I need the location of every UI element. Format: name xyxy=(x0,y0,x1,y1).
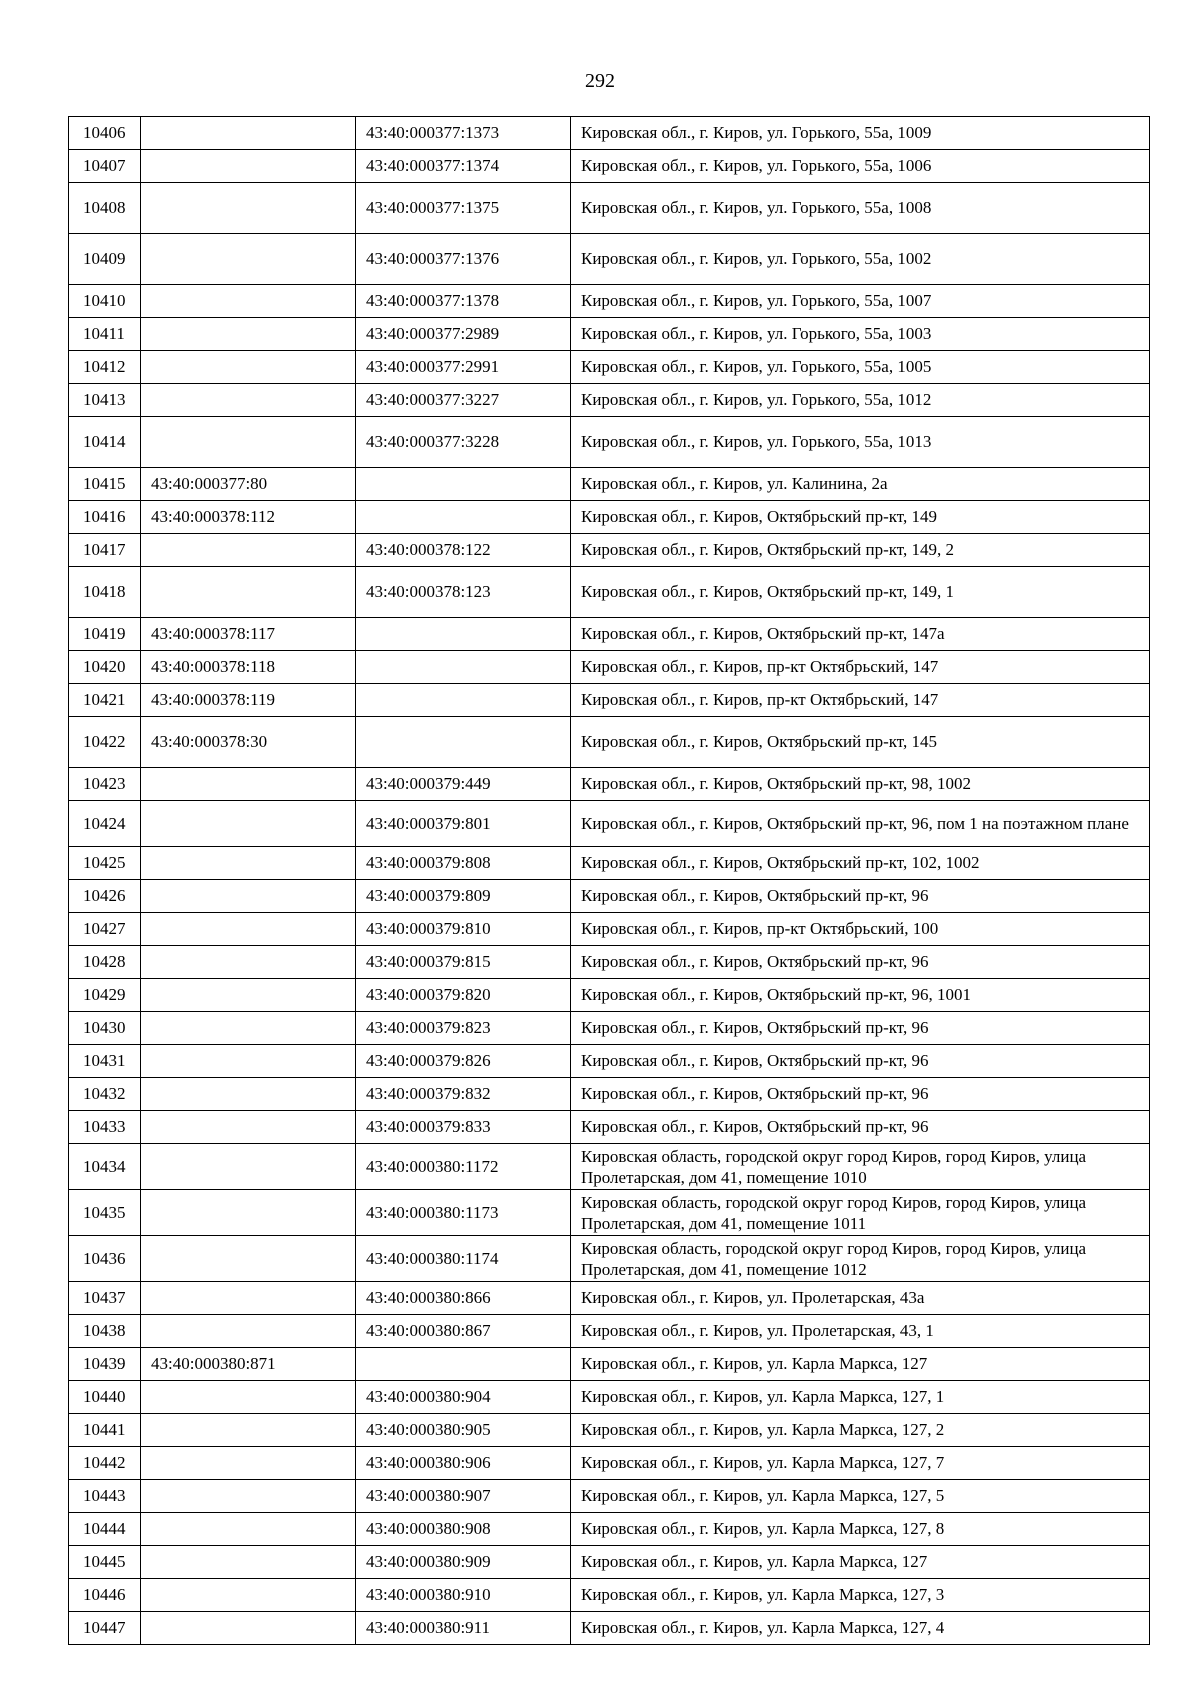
table-row xyxy=(69,417,1150,468)
address-cell: Кировская обл., г. Киров, пр-кт Октябрьский, 147 xyxy=(571,651,1150,684)
land-cadastral-number-cell xyxy=(141,351,356,384)
land-cadastral-number-cell xyxy=(141,946,356,979)
table-row xyxy=(69,979,1150,1012)
object-cadastral-number-cell: 43:40:000378:122 xyxy=(356,534,571,567)
object-cadastral-number-cell: 43:40:000377:3227 xyxy=(356,384,571,417)
row-number-cell: 10428 xyxy=(69,946,141,979)
land-cadastral-number-cell xyxy=(141,1381,356,1414)
row-number-cell: 10443 xyxy=(69,1480,141,1513)
object-cadastral-number-cell xyxy=(356,1348,571,1381)
object-cadastral-number-cell xyxy=(356,684,571,717)
land-cadastral-number-cell xyxy=(141,234,356,285)
object-cadastral-number-cell: 43:40:000379:832 xyxy=(356,1078,571,1111)
address-cell: Кировская обл., г. Киров, Октябрьский пр-кт, 145 xyxy=(571,717,1150,768)
object-cadastral-number-cell: 43:40:000379:808 xyxy=(356,847,571,880)
table-row xyxy=(69,801,1150,847)
table-row xyxy=(69,285,1150,318)
table-row xyxy=(69,946,1150,979)
row-number-cell: 10409 xyxy=(69,234,141,285)
table-row xyxy=(69,651,1150,684)
object-cadastral-number-cell: 43:40:000380:867 xyxy=(356,1315,571,1348)
table-row xyxy=(69,1282,1150,1315)
registry-table xyxy=(68,116,1150,1645)
land-cadastral-number-cell xyxy=(141,1111,356,1144)
object-cadastral-number-cell: 43:40:000380:908 xyxy=(356,1513,571,1546)
row-number-cell: 10411 xyxy=(69,318,141,351)
address-cell: Кировская обл., г. Киров, ул. Горького, 55а, 1013 xyxy=(571,417,1150,468)
address-cell: Кировская обл., г. Киров, ул. Карла Маркса, 127 xyxy=(571,1348,1150,1381)
table-row xyxy=(69,117,1150,150)
address-cell: Кировская обл., г. Киров, ул. Карла Маркса, 127, 5 xyxy=(571,1480,1150,1513)
row-number-cell: 10435 xyxy=(69,1190,141,1236)
address-cell: Кировская обл., г. Киров, Октябрьский пр-кт, 96 xyxy=(571,1078,1150,1111)
row-number-cell: 10444 xyxy=(69,1513,141,1546)
row-number-cell: 10426 xyxy=(69,880,141,913)
table-row xyxy=(69,1078,1150,1111)
object-cadastral-number-cell: 43:40:000377:1374 xyxy=(356,150,571,183)
table-row xyxy=(69,1045,1150,1078)
object-cadastral-number-cell: 43:40:000380:1173 xyxy=(356,1190,571,1236)
table-row xyxy=(69,1381,1150,1414)
object-cadastral-number-cell: 43:40:000379:449 xyxy=(356,768,571,801)
row-number-cell: 10427 xyxy=(69,913,141,946)
table-row xyxy=(69,1579,1150,1612)
address-cell: Кировская обл., г. Киров, ул. Горького, 55а, 1012 xyxy=(571,384,1150,417)
land-cadastral-number-cell xyxy=(141,1190,356,1236)
row-number-cell: 10447 xyxy=(69,1612,141,1645)
land-cadastral-number-cell xyxy=(141,1513,356,1546)
address-cell: Кировская обл., г. Киров, Октябрьский пр-кт, 96 xyxy=(571,1111,1150,1144)
object-cadastral-number-cell: 43:40:000380:911 xyxy=(356,1612,571,1645)
row-number-cell: 10445 xyxy=(69,1546,141,1579)
address-cell: Кировская обл., г. Киров, Октябрьский пр-кт, 147а xyxy=(571,618,1150,651)
object-cadastral-number-cell: 43:40:000378:123 xyxy=(356,567,571,618)
land-cadastral-number-cell xyxy=(141,1078,356,1111)
land-cadastral-number-cell xyxy=(141,1144,356,1190)
table-row xyxy=(69,468,1150,501)
table-row xyxy=(69,1546,1150,1579)
object-cadastral-number-cell: 43:40:000380:909 xyxy=(356,1546,571,1579)
object-cadastral-number-cell: 43:40:000379:801 xyxy=(356,801,571,847)
row-number-cell: 10438 xyxy=(69,1315,141,1348)
object-cadastral-number-cell xyxy=(356,651,571,684)
table-row xyxy=(69,318,1150,351)
land-cadastral-number-cell xyxy=(141,285,356,318)
row-number-cell: 10415 xyxy=(69,468,141,501)
object-cadastral-number-cell: 43:40:000379:833 xyxy=(356,1111,571,1144)
land-cadastral-number-cell xyxy=(141,384,356,417)
object-cadastral-number-cell: 43:40:000377:1376 xyxy=(356,234,571,285)
land-cadastral-number-cell: 43:40:000377:80 xyxy=(141,468,356,501)
address-cell: Кировская обл., г. Киров, ул. Горького, 55а, 1003 xyxy=(571,318,1150,351)
row-number-cell: 10446 xyxy=(69,1579,141,1612)
object-cadastral-number-cell: 43:40:000379:820 xyxy=(356,979,571,1012)
row-number-cell: 10419 xyxy=(69,618,141,651)
row-number-cell: 10423 xyxy=(69,768,141,801)
address-cell: Кировская обл., г. Киров, Октябрьский пр-кт, 98, 1002 xyxy=(571,768,1150,801)
object-cadastral-number-cell: 43:40:000377:1373 xyxy=(356,117,571,150)
object-cadastral-number-cell: 43:40:000380:904 xyxy=(356,1381,571,1414)
address-cell: Кировская область, городской округ город Киров, город Киров, улица Пролетарская, дом 41, помещение 1012 xyxy=(571,1236,1150,1282)
land-cadastral-number-cell xyxy=(141,1480,356,1513)
object-cadastral-number-cell: 43:40:000380:910 xyxy=(356,1579,571,1612)
address-cell: Кировская обл., г. Киров, ул. Карла Маркса, 127, 8 xyxy=(571,1513,1150,1546)
table-row xyxy=(69,1315,1150,1348)
address-cell: Кировская обл., г. Киров, ул. Карла Маркса, 127 xyxy=(571,1546,1150,1579)
row-number-cell: 10436 xyxy=(69,1236,141,1282)
row-number-cell: 10434 xyxy=(69,1144,141,1190)
table-row xyxy=(69,1480,1150,1513)
land-cadastral-number-cell xyxy=(141,150,356,183)
land-cadastral-number-cell xyxy=(141,1315,356,1348)
land-cadastral-number-cell xyxy=(141,567,356,618)
land-cadastral-number-cell xyxy=(141,1612,356,1645)
address-cell: Кировская обл., г. Киров, ул. Карла Маркса, 127, 3 xyxy=(571,1579,1150,1612)
address-cell: Кировская обл., г. Киров, Октябрьский пр-кт, 149, 1 xyxy=(571,567,1150,618)
address-cell: Кировская обл., г. Киров, Октябрьский пр-кт, 149, 2 xyxy=(571,534,1150,567)
address-cell: Кировская обл., г. Киров, ул. Горького, 55а, 1008 xyxy=(571,183,1150,234)
table-row xyxy=(69,1447,1150,1480)
row-number-cell: 10422 xyxy=(69,717,141,768)
address-cell: Кировская обл., г. Киров, Октябрьский пр-кт, 149 xyxy=(571,501,1150,534)
address-cell: Кировская обл., г. Киров, ул. Карла Маркса, 127, 1 xyxy=(571,1381,1150,1414)
table-row xyxy=(69,717,1150,768)
land-cadastral-number-cell xyxy=(141,1282,356,1315)
table-row xyxy=(69,1236,1150,1282)
object-cadastral-number-cell xyxy=(356,717,571,768)
row-number-cell: 10407 xyxy=(69,150,141,183)
row-number-cell: 10437 xyxy=(69,1282,141,1315)
object-cadastral-number-cell: 43:40:000379:810 xyxy=(356,913,571,946)
row-number-cell: 10410 xyxy=(69,285,141,318)
address-cell: Кировская область, городской округ город Киров, город Киров, улица Пролетарская, дом 41, помещение 1010 xyxy=(571,1144,1150,1190)
address-cell: Кировская обл., г. Киров, Октябрьский пр-кт, 96 xyxy=(571,1012,1150,1045)
land-cadastral-number-cell: 43:40:000380:871 xyxy=(141,1348,356,1381)
object-cadastral-number-cell: 43:40:000379:815 xyxy=(356,946,571,979)
table-row xyxy=(69,150,1150,183)
land-cadastral-number-cell: 43:40:000378:117 xyxy=(141,618,356,651)
table-row xyxy=(69,567,1150,618)
address-cell: Кировская обл., г. Киров, ул. Горького, 55а, 1009 xyxy=(571,117,1150,150)
row-number-cell: 10406 xyxy=(69,117,141,150)
object-cadastral-number-cell: 43:40:000377:2991 xyxy=(356,351,571,384)
table-row xyxy=(69,768,1150,801)
table-row xyxy=(69,534,1150,567)
land-cadastral-number-cell xyxy=(141,801,356,847)
address-cell: Кировская обл., г. Киров, Октябрьский пр-кт, 96, пом 1 на поэтажном плане xyxy=(571,801,1150,847)
address-cell: Кировская обл., г. Киров, ул. Карла Маркса, 127, 2 xyxy=(571,1414,1150,1447)
row-number-cell: 10439 xyxy=(69,1348,141,1381)
table-row xyxy=(69,1612,1150,1645)
object-cadastral-number-cell: 43:40:000377:2989 xyxy=(356,318,571,351)
object-cadastral-number-cell xyxy=(356,468,571,501)
land-cadastral-number-cell xyxy=(141,1414,356,1447)
land-cadastral-number-cell: 43:40:000378:30 xyxy=(141,717,356,768)
land-cadastral-number-cell xyxy=(141,417,356,468)
object-cadastral-number-cell: 43:40:000377:1375 xyxy=(356,183,571,234)
land-cadastral-number-cell xyxy=(141,117,356,150)
land-cadastral-number-cell xyxy=(141,880,356,913)
land-cadastral-number-cell xyxy=(141,847,356,880)
row-number-cell: 10417 xyxy=(69,534,141,567)
land-cadastral-number-cell xyxy=(141,1447,356,1480)
land-cadastral-number-cell xyxy=(141,913,356,946)
table-row xyxy=(69,1513,1150,1546)
object-cadastral-number-cell: 43:40:000379:823 xyxy=(356,1012,571,1045)
land-cadastral-number-cell xyxy=(141,979,356,1012)
table-row xyxy=(69,1111,1150,1144)
row-number-cell: 10421 xyxy=(69,684,141,717)
land-cadastral-number-cell: 43:40:000378:119 xyxy=(141,684,356,717)
object-cadastral-number-cell: 43:40:000380:905 xyxy=(356,1414,571,1447)
table-row xyxy=(69,501,1150,534)
registry-table-body xyxy=(69,117,1150,1645)
land-cadastral-number-cell: 43:40:000378:112 xyxy=(141,501,356,534)
row-number-cell: 10432 xyxy=(69,1078,141,1111)
object-cadastral-number-cell: 43:40:000379:826 xyxy=(356,1045,571,1078)
land-cadastral-number-cell xyxy=(141,768,356,801)
table-row xyxy=(69,1012,1150,1045)
table-row xyxy=(69,1348,1150,1381)
row-number-cell: 10440 xyxy=(69,1381,141,1414)
table-row xyxy=(69,183,1150,234)
address-cell: Кировская обл., г. Киров, пр-кт Октябрьский, 100 xyxy=(571,913,1150,946)
address-cell: Кировская обл., г. Киров, ул. Пролетарская, 43, 1 xyxy=(571,1315,1150,1348)
object-cadastral-number-cell xyxy=(356,618,571,651)
object-cadastral-number-cell: 43:40:000380:907 xyxy=(356,1480,571,1513)
address-cell: Кировская обл., г. Киров, ул. Горького, 55а, 1006 xyxy=(571,150,1150,183)
land-cadastral-number-cell xyxy=(141,1045,356,1078)
land-cadastral-number-cell xyxy=(141,1236,356,1282)
object-cadastral-number-cell: 43:40:000380:906 xyxy=(356,1447,571,1480)
address-cell: Кировская обл., г. Киров, Октябрьский пр-кт, 96 xyxy=(571,880,1150,913)
address-cell: Кировская обл., г. Киров, ул. Калинина, 2а xyxy=(571,468,1150,501)
table-row xyxy=(69,684,1150,717)
table-row xyxy=(69,1190,1150,1236)
row-number-cell: 10429 xyxy=(69,979,141,1012)
address-cell: Кировская обл., г. Киров, ул. Горького, 55а, 1007 xyxy=(571,285,1150,318)
address-cell: Кировская обл., г. Киров, ул. Горького, 55а, 1005 xyxy=(571,351,1150,384)
address-cell: Кировская обл., г. Киров, Октябрьский пр-кт, 96 xyxy=(571,1045,1150,1078)
table-row xyxy=(69,913,1150,946)
row-number-cell: 10425 xyxy=(69,847,141,880)
address-cell: Кировская область, городской округ город Киров, город Киров, улица Пролетарская, дом 41, помещение 1011 xyxy=(571,1190,1150,1236)
land-cadastral-number-cell xyxy=(141,534,356,567)
table-row xyxy=(69,880,1150,913)
row-number-cell: 10412 xyxy=(69,351,141,384)
address-cell: Кировская обл., г. Киров, ул. Карла Маркса, 127, 7 xyxy=(571,1447,1150,1480)
table-row xyxy=(69,618,1150,651)
table-row xyxy=(69,234,1150,285)
row-number-cell: 10414 xyxy=(69,417,141,468)
object-cadastral-number-cell: 43:40:000379:809 xyxy=(356,880,571,913)
object-cadastral-number-cell: 43:40:000377:3228 xyxy=(356,417,571,468)
address-cell: Кировская обл., г. Киров, Октябрьский пр-кт, 96 xyxy=(571,946,1150,979)
address-cell: Кировская обл., г. Киров, пр-кт Октябрьский, 147 xyxy=(571,684,1150,717)
row-number-cell: 10430 xyxy=(69,1012,141,1045)
address-cell: Кировская обл., г. Киров, ул. Горького, 55а, 1002 xyxy=(571,234,1150,285)
page-number: 292 xyxy=(585,70,615,92)
land-cadastral-number-cell: 43:40:000378:118 xyxy=(141,651,356,684)
table-row xyxy=(69,1414,1150,1447)
address-cell: Кировская обл., г. Киров, ул. Карла Маркса, 127, 4 xyxy=(571,1612,1150,1645)
land-cadastral-number-cell xyxy=(141,1546,356,1579)
row-number-cell: 10433 xyxy=(69,1111,141,1144)
row-number-cell: 10441 xyxy=(69,1414,141,1447)
land-cadastral-number-cell xyxy=(141,183,356,234)
object-cadastral-number-cell: 43:40:000380:866 xyxy=(356,1282,571,1315)
object-cadastral-number-cell xyxy=(356,501,571,534)
object-cadastral-number-cell: 43:40:000380:1172 xyxy=(356,1144,571,1190)
table-row xyxy=(69,384,1150,417)
table-row xyxy=(69,1144,1150,1190)
row-number-cell: 10418 xyxy=(69,567,141,618)
row-number-cell: 10424 xyxy=(69,801,141,847)
row-number-cell: 10431 xyxy=(69,1045,141,1078)
land-cadastral-number-cell xyxy=(141,318,356,351)
object-cadastral-number-cell: 43:40:000380:1174 xyxy=(356,1236,571,1282)
land-cadastral-number-cell xyxy=(141,1579,356,1612)
land-cadastral-number-cell xyxy=(141,1012,356,1045)
object-cadastral-number-cell: 43:40:000377:1378 xyxy=(356,285,571,318)
address-cell: Кировская обл., г. Киров, Октябрьский пр-кт, 102, 1002 xyxy=(571,847,1150,880)
row-number-cell: 10420 xyxy=(69,651,141,684)
table-row xyxy=(69,847,1150,880)
row-number-cell: 10442 xyxy=(69,1447,141,1480)
table-row xyxy=(69,351,1150,384)
row-number-cell: 10413 xyxy=(69,384,141,417)
row-number-cell: 10416 xyxy=(69,501,141,534)
address-cell: Кировская обл., г. Киров, Октябрьский пр-кт, 96, 1001 xyxy=(571,979,1150,1012)
address-cell: Кировская обл., г. Киров, ул. Пролетарская, 43а xyxy=(571,1282,1150,1315)
row-number-cell: 10408 xyxy=(69,183,141,234)
